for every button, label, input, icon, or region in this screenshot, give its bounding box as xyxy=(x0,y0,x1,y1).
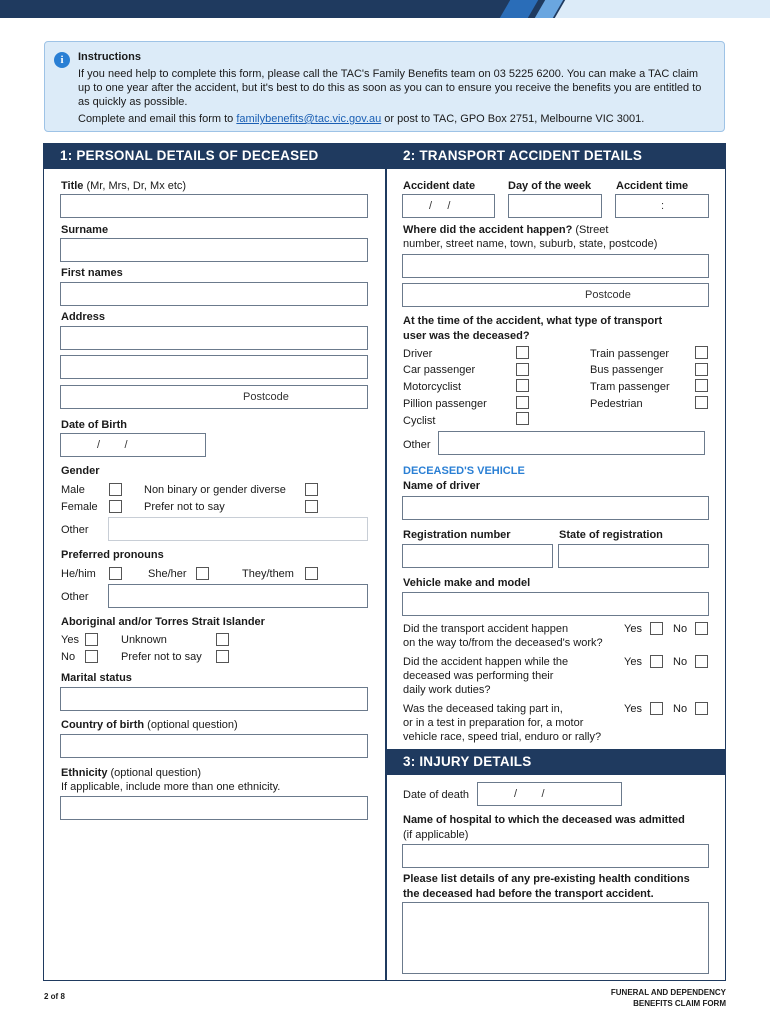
ethnicity-label xyxy=(61,767,201,779)
first-names-field[interactable] xyxy=(60,282,368,306)
atsi-label: Aboriginal and/or Torres Strait Islander xyxy=(61,616,265,628)
pronoun-they-checkbox[interactable] xyxy=(305,567,318,580)
instructions-title: Instructions xyxy=(78,51,141,63)
gender-male-label: Male xyxy=(61,484,85,496)
pronoun-they-label: They/them xyxy=(242,568,294,580)
atsi-unknown-label: Unknown xyxy=(121,634,167,646)
type-bus-label: Bus passenger xyxy=(590,364,664,376)
type-train-label: Train passenger xyxy=(590,348,670,360)
address-line-1-field[interactable] xyxy=(60,326,368,350)
rego-label: Registration number xyxy=(403,529,511,541)
accident-time-field[interactable] xyxy=(615,194,709,218)
country-field[interactable] xyxy=(60,734,368,758)
type-train-checkbox[interactable] xyxy=(695,346,708,359)
instructions-box xyxy=(44,41,725,132)
type-motorcyclist-label: Motorcyclist xyxy=(403,381,462,393)
q3-line-3: vehicle race, speed trial, enduro or rally? xyxy=(403,731,602,743)
q2-line-2: deceased was performing their xyxy=(403,670,554,682)
first-names-label: First names xyxy=(61,267,123,279)
form-name xyxy=(611,987,726,1009)
pronoun-she-label: She/her xyxy=(148,568,187,580)
marital-label: Marital status xyxy=(61,672,132,684)
surname-field[interactable] xyxy=(60,238,368,262)
date-separators: / / xyxy=(97,439,128,451)
q3-yes-label: Yes xyxy=(624,703,642,715)
ethnicity-label-text: Ethnicity xyxy=(61,767,108,779)
q1-line-2: on the way to/from the deceased's work? xyxy=(403,637,603,649)
accident-time-label: Accident time xyxy=(616,180,689,192)
instructions-contact xyxy=(78,113,644,125)
conditions-line-2: the deceased had before the transport accident. xyxy=(403,888,654,900)
q1-no-checkbox[interactable] xyxy=(695,622,708,635)
type-tram-label: Tram passenger xyxy=(590,381,670,393)
q1-no-label: No xyxy=(673,623,688,635)
country-hint: (optional question) xyxy=(147,719,238,731)
form-name-line-2: BENEFITS CLAIM FORM xyxy=(633,999,726,1008)
q3-line-2: or in a test in preparation for, a motor xyxy=(403,717,584,729)
pronoun-he-checkbox[interactable] xyxy=(109,567,122,580)
atsi-prefer-checkbox[interactable] xyxy=(216,650,229,663)
gender-nonbinary-checkbox[interactable] xyxy=(305,483,318,496)
contact-prefix: Complete and email this form to xyxy=(78,113,237,125)
type-car-passenger-checkbox[interactable] xyxy=(516,363,529,376)
rego-field[interactable] xyxy=(402,544,553,568)
where-hint-1: (Street xyxy=(575,224,609,236)
section-1-heading: 1: PERSONAL DETAILS OF DECEASED xyxy=(44,143,385,169)
date-separators: / / xyxy=(429,200,451,212)
type-cyclist-checkbox[interactable] xyxy=(516,412,529,425)
pronoun-other-label: Other xyxy=(61,591,89,603)
address-postcode-field[interactable] xyxy=(60,385,368,409)
atsi-yes-checkbox[interactable] xyxy=(85,633,98,646)
date-separators: / / xyxy=(514,788,545,800)
where-field[interactable] xyxy=(402,254,709,278)
hospital-hint: (if applicable) xyxy=(403,829,469,841)
gender-other-field[interactable] xyxy=(108,517,368,541)
state-label: State of registration xyxy=(559,529,663,541)
type-bus-checkbox[interactable] xyxy=(695,363,708,376)
form-name-line-1: FUNERAL AND DEPENDENCY xyxy=(610,988,726,997)
ethnicity-note: If applicable, include more than one ethnicity. xyxy=(61,781,281,793)
pronoun-other-field[interactable] xyxy=(108,584,368,608)
atsi-yes-label: Yes xyxy=(61,634,79,646)
atsi-prefer-label: Prefer not to say xyxy=(121,651,202,663)
country-label xyxy=(61,719,238,731)
top-banner xyxy=(0,0,770,18)
driver-field[interactable] xyxy=(402,496,709,520)
gender-other-label: Other xyxy=(61,524,89,536)
type-motorcyclist-checkbox[interactable] xyxy=(516,379,529,392)
address-line-2-field[interactable] xyxy=(60,355,368,379)
where-label-text: Where did the accident happen? xyxy=(403,224,573,236)
section-2-heading: 2: TRANSPORT ACCIDENT DETAILS xyxy=(387,143,725,169)
where-hint-2: number, street name, town, suburb, state, postcode) xyxy=(403,238,658,250)
make-field[interactable] xyxy=(402,592,709,616)
pronoun-she-checkbox[interactable] xyxy=(196,567,209,580)
day-of-week-label: Day of the week xyxy=(508,180,592,192)
gender-female-label: Female xyxy=(61,501,98,513)
conditions-field[interactable] xyxy=(402,902,709,974)
type-driver-label: Driver xyxy=(403,348,433,360)
title-field[interactable] xyxy=(60,194,368,218)
q3-yes-checkbox[interactable] xyxy=(650,702,663,715)
title-label-text: Title xyxy=(61,180,84,192)
type-pedestrian-label: Pedestrian xyxy=(590,398,643,410)
banner-stripe xyxy=(555,0,770,18)
q2-yes-label: Yes xyxy=(624,656,642,668)
death-date-label: Date of death xyxy=(403,789,470,801)
section-3-heading: 3: INJURY DETAILS xyxy=(387,749,725,775)
title-hint: (Mr, Mrs, Dr, Mx etc) xyxy=(86,180,187,192)
q2-line-3: daily work duties? xyxy=(403,684,491,696)
q2-yes-checkbox[interactable] xyxy=(650,655,663,668)
info-icon: i xyxy=(54,52,70,68)
pronoun-he-label: He/him xyxy=(61,568,96,580)
ethnicity-hint: (optional question) xyxy=(110,767,202,779)
page-number: 2 of 8 xyxy=(44,992,65,1001)
surname-label: Surname xyxy=(61,224,109,236)
gender-prefer-checkbox[interactable] xyxy=(305,500,318,513)
hospital-field[interactable] xyxy=(402,844,709,868)
type-pedestrian-checkbox[interactable] xyxy=(695,396,708,409)
driver-label: Name of driver xyxy=(403,480,481,492)
dob-label: Date of Birth xyxy=(61,419,127,431)
accident-date-field[interactable] xyxy=(402,194,495,218)
type-pillion-label: Pillion passenger xyxy=(403,398,487,410)
type-pillion-checkbox[interactable] xyxy=(516,396,529,409)
type-car-passenger-label: Car passenger xyxy=(403,364,476,376)
pronouns-label: Preferred pronouns xyxy=(61,549,164,561)
state-field[interactable] xyxy=(558,544,709,568)
accident-date-label: Accident date xyxy=(403,180,476,192)
q1-yes-checkbox[interactable] xyxy=(650,622,663,635)
where-label xyxy=(403,224,608,236)
type-other-field[interactable] xyxy=(438,431,705,455)
type-driver-checkbox[interactable] xyxy=(516,346,529,359)
q2-line-1: Did the accident happen while the xyxy=(403,656,569,668)
postcode-placeholder: Postcode xyxy=(585,289,631,301)
make-label: Vehicle make and model xyxy=(403,577,531,589)
email-link[interactable]: familybenefits@tac.vic.gov.au xyxy=(236,113,382,125)
contact-suffix: or post to TAC, GPO Box 2751, Melbourne VIC 3001. xyxy=(381,113,645,125)
user-type-question-1: At the time of the accident, what type of transport xyxy=(403,315,663,327)
q3-no-checkbox[interactable] xyxy=(695,702,708,715)
ethnicity-field[interactable] xyxy=(60,796,368,820)
marital-field[interactable] xyxy=(60,687,368,711)
instructions-body: If you need help to complete this form, please call the TAC's Family Benefits team on 03 5225 6200. You can make a TAC claim up to one year after the accident, but it's best to do this as soon as you can to ensure you receive the benefits you are entitled to as quickly as possible. xyxy=(78,68,702,108)
q3-no-label: No xyxy=(673,703,688,715)
time-separator: : xyxy=(661,200,665,212)
death-date-field[interactable] xyxy=(477,782,622,806)
dob-field[interactable] xyxy=(60,433,206,457)
conditions-line-1: Please list details of any pre-existing health conditions xyxy=(403,873,690,885)
title-label xyxy=(61,180,186,192)
gender-prefer-label: Prefer not to say xyxy=(144,501,225,513)
banner-stripe xyxy=(500,0,538,18)
gender-label: Gender xyxy=(61,465,100,477)
address-label: Address xyxy=(61,311,106,323)
q3-line-1: Was the deceased taking part in, xyxy=(403,703,563,715)
atsi-no-label: No xyxy=(61,651,76,663)
column-divider xyxy=(385,143,387,981)
q1-line-1: Did the transport accident happen xyxy=(403,623,569,635)
gender-nonbinary-label: Non binary or gender diverse xyxy=(144,484,286,496)
q2-no-checkbox[interactable] xyxy=(695,655,708,668)
day-of-week-field[interactable] xyxy=(508,194,602,218)
atsi-no-checkbox[interactable] xyxy=(85,650,98,663)
q2-no-label: No xyxy=(673,656,688,668)
q1-yes-label: Yes xyxy=(624,623,642,635)
hospital-label: Name of hospital to which the deceased was admitted xyxy=(403,814,685,826)
gender-male-checkbox[interactable] xyxy=(109,483,122,496)
atsi-unknown-checkbox[interactable] xyxy=(216,633,229,646)
postcode-placeholder: Postcode xyxy=(243,391,289,403)
where-postcode-field[interactable] xyxy=(402,283,709,307)
vehicle-subheading: DECEASED'S VEHICLE xyxy=(403,465,525,477)
country-label-text: Country of birth xyxy=(61,719,145,731)
type-cyclist-label: Cyclist xyxy=(403,415,436,427)
type-tram-checkbox[interactable] xyxy=(695,379,708,392)
type-other-label: Other xyxy=(403,439,431,451)
user-type-question-2: user was the deceased? xyxy=(403,330,530,342)
gender-female-checkbox[interactable] xyxy=(109,500,122,513)
